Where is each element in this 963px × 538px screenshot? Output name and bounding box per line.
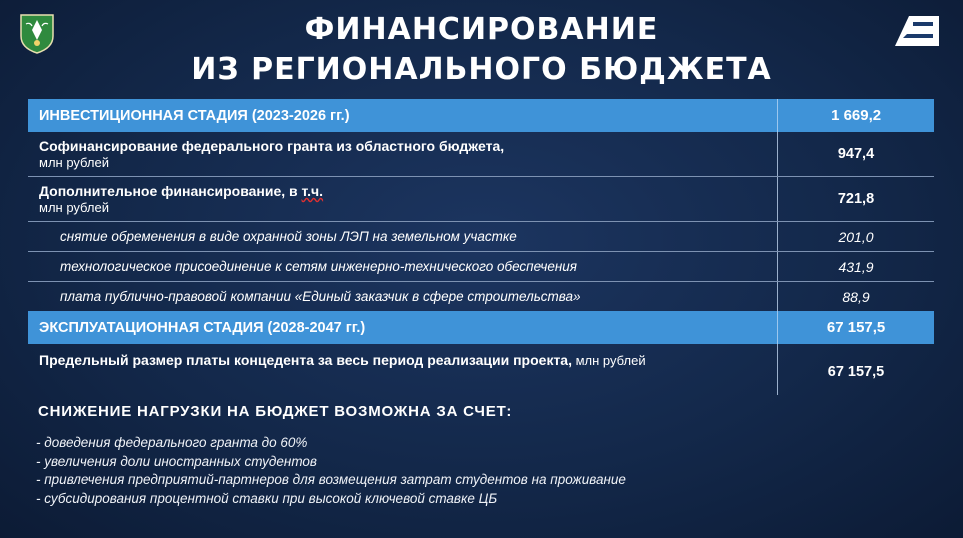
operation-stage-label: ЭКСПЛУАТАЦИОННАЯ СТАДИЯ (2028-2047 гг.) (39, 319, 366, 336)
page-title (0, 10, 963, 90)
sub-item-value: 201,0 (838, 228, 874, 245)
operation-stage-value: 67 157,5 (777, 311, 934, 344)
concession-fee-unit: млн рублей (571, 353, 646, 368)
additional-label: Дополнительное финансирование, в т.ч. (39, 183, 324, 199)
sub-item-value: 431,9 (838, 258, 874, 275)
sub-item-label: технологическое присоединение к сетям инженерно-технического обеспечения (60, 259, 578, 274)
cofinancing-row (28, 132, 934, 177)
notes-list (36, 434, 626, 508)
notes-title: СНИЖЕНИЕ НАГРУЗКИ НА БЮДЖЕТ ВОЗМОЖНА ЗА СЧЕТ: (38, 403, 513, 420)
concession-fee-row (28, 344, 934, 401)
financing-table (28, 99, 934, 401)
additional-unit: млн рублей (39, 200, 109, 215)
sub-item-row (28, 222, 934, 252)
list-item: - доведения федерального гранта до 60% (36, 435, 308, 450)
investment-stage-value: 1 669,2 (777, 99, 934, 132)
cofinancing-value: 947,4 (837, 146, 875, 162)
additional-financing-row (28, 177, 934, 222)
concession-fee-value: 67 157,5 (827, 364, 885, 380)
sub-item-row (28, 282, 934, 311)
list-item: - привлечения предприятий-партнеров для возмещения затрат студентов на проживание (36, 472, 626, 487)
cofinancing-unit: млн рублей (39, 155, 109, 170)
additional-value: 721,8 (837, 191, 875, 207)
title-line-2: ИЗ РЕГИОНАЛЬНОГО БЮДЖЕТА (191, 52, 772, 87)
investment-stage-row (28, 99, 934, 132)
concession-fee-label: Предельный размер платы концедента за весь период реализации проекта, (39, 352, 572, 368)
sub-item-row (28, 252, 934, 282)
sub-item-label: снятие обременения в виде охранной зоны ЛЭП на земельном участке (60, 229, 517, 244)
sub-item-value: 88,9 (842, 288, 870, 305)
investment-stage-label: ИНВЕСТИЦИОННАЯ СТАДИЯ (2023-2026 гг.) (39, 107, 350, 124)
cofinancing-label: Софинансирование федерального гранта из областного бюджета, (39, 138, 505, 154)
list-item: - субсидирования процентной ставки при высокой ключевой ставке ЦБ (36, 490, 498, 506)
title-line-1: ФИНАНСИРОВАНИЕ (304, 12, 659, 47)
list-item: - увеличения доли иностранных студентов (36, 453, 317, 469)
sub-item-label: плата публично-правовой компании «Единый заказчик в сфере строительства» (60, 289, 581, 304)
operation-stage-row (28, 311, 934, 344)
